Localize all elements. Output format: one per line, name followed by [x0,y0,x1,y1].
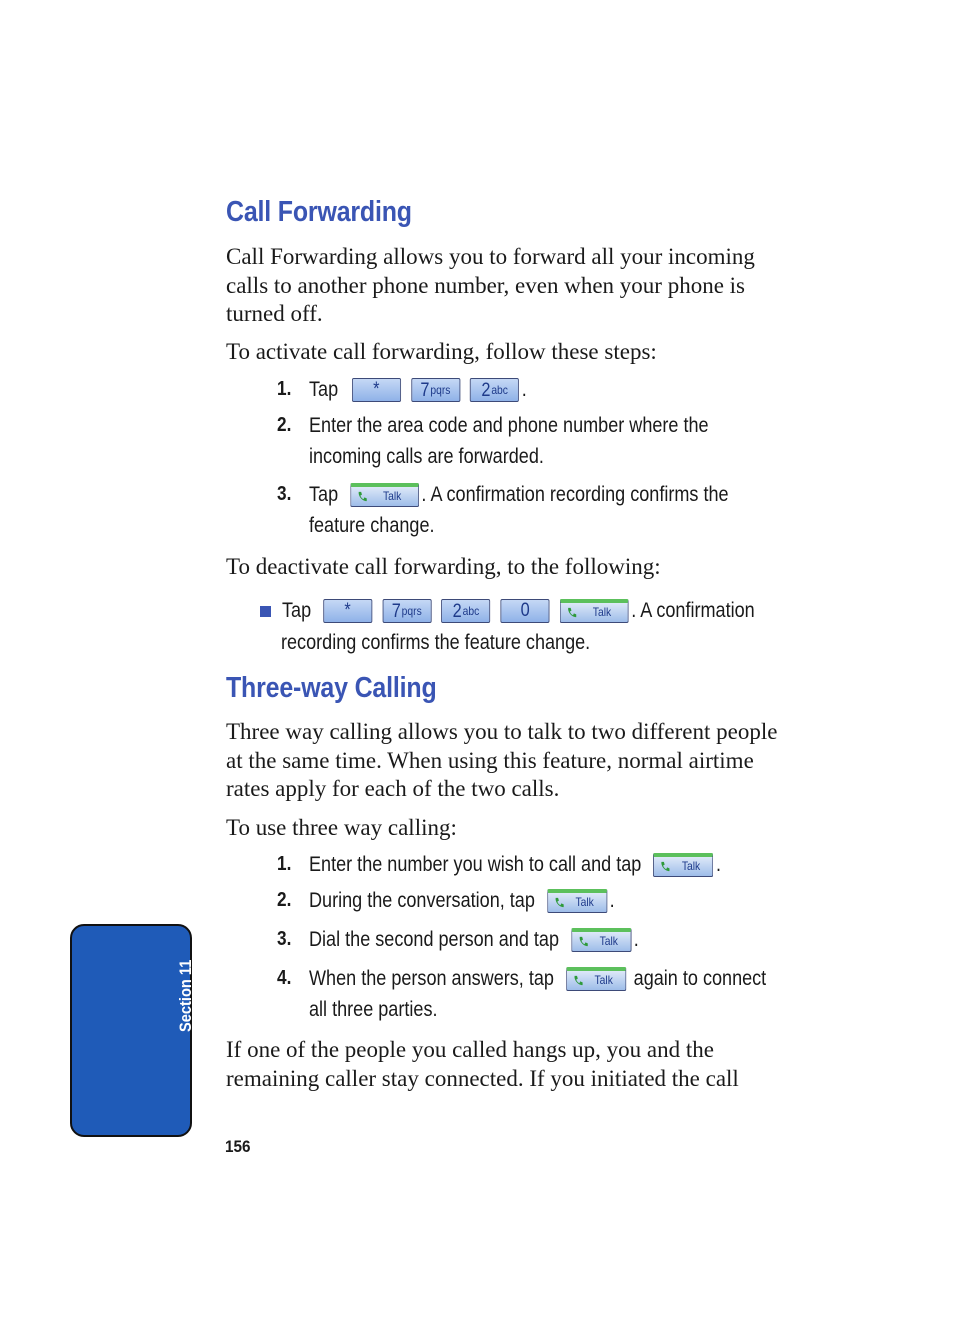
talk-key-icon [560,599,629,623]
star-key-icon [323,599,372,623]
talk-key-icon [350,483,419,507]
step-text: . A confirmation recording confirms the [421,483,729,506]
key-sublabel: abc [462,604,480,619]
step-number: 1. [277,378,292,400]
phone-icon [567,606,578,619]
step-text: . [521,378,527,401]
key-label: Talk [681,859,701,874]
seven-key-icon [382,599,431,623]
step-1 [309,374,527,405]
key-label: * [373,379,380,401]
key-sublabel: pqrs [401,604,422,619]
step-text: . [609,889,615,912]
key-label: 7 [391,601,401,623]
three-way-step-4-line2: all three parties. [309,998,438,1021]
phone-icon [554,896,565,909]
three-way-intro: Three way calling allows you to talk to two different people at the same time. When using this feature, normal airtime rates apply for each of the two calls. [226,719,778,801]
step-text: . [633,928,639,951]
bullet-line2: recording confirms the feature change. [281,631,591,654]
call-forwarding-intro: Call Forwarding allows you to forward all your incoming calls to another phone number, even when your phone is turned off. [226,244,755,326]
bullet-marker [260,606,271,617]
step-number: 1. [277,853,292,875]
star-key-icon [352,378,401,402]
key-label: Talk [592,605,612,620]
seven-key-icon [411,378,460,402]
talk-key-icon [571,928,631,952]
heading-call-forwarding: Call Forwarding [226,196,412,228]
step-text: When the person answers, tap [309,967,554,990]
page-number: 156 [225,1137,251,1156]
three-way-step-2 [309,885,615,916]
key-sublabel: abc [491,383,508,398]
step-text: During the conversation, tap [309,889,535,912]
three-way-closing: If one of the people you called hangs up, you and the remaining caller stay connected. If you initiated the call [226,1037,739,1091]
talk-key-icon [653,853,713,877]
key-label: 0 [520,600,530,622]
talk-key-icon [566,967,626,991]
key-label: 7 [420,380,430,402]
bullet-text: Tap [282,599,312,622]
heading-three-way-calling: Three-way Calling [226,672,437,704]
bullet-text: . A confirmation [631,599,755,622]
key-label: Talk [599,934,618,949]
three-way-step-4 [309,963,766,994]
three-way-step-3 [309,924,639,955]
step-text: Tap [309,378,339,401]
step-number: 3. [277,483,292,505]
phone-icon [573,974,584,987]
talk-key-icon [547,889,607,913]
step-3 [309,479,729,510]
step-text: . [715,853,722,876]
phone-icon [660,860,671,873]
deactivate-lead: To deactivate call forwarding, to the following: [226,554,661,579]
step-number: 2. [277,889,292,911]
step-text: again to connect [633,967,767,990]
section-tab [70,924,192,1137]
step-text: Enter the number you wish to call and tap [309,853,642,876]
two-key-icon [470,378,519,402]
step-3-line2: feature change. [309,514,435,537]
three-way-step-1 [309,849,721,880]
phone-icon [578,935,589,948]
key-label: 2 [481,380,491,402]
key-label: Talk [575,895,594,910]
zero-key-icon [501,599,550,623]
key-label: Talk [382,489,402,504]
deactivate-bullet [282,595,755,626]
step-number: 3. [277,928,292,950]
key-label: Talk [594,973,613,988]
key-sublabel: pqrs [430,383,451,398]
step-2-line2: incoming calls are forwarded. [309,445,544,468]
step-2-line1: Enter the area code and phone number where the [309,414,709,437]
two-key-icon [441,599,490,623]
three-way-lead: To use three way calling: [226,815,457,840]
activate-lead: To activate call forwarding, follow these steps: [226,339,657,364]
phone-icon [357,490,368,503]
section-tab-label: Section 11 [176,959,195,1032]
key-label: 2 [452,601,462,623]
step-number: 4. [277,967,292,989]
step-text: Dial the second person and tap [309,928,560,951]
key-label: * [344,600,351,622]
step-text: Tap [309,483,339,506]
step-number: 2. [277,414,292,436]
